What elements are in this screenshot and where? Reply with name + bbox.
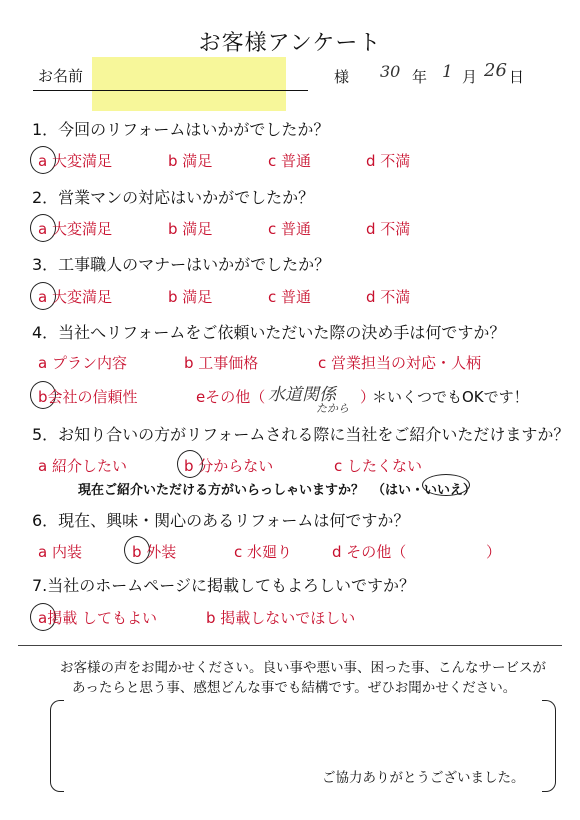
q7-option-b[interactable]: b 掲載しないでほしい <box>206 609 356 627</box>
q7-option-a[interactable]: a掲載 してもよい <box>38 609 157 627</box>
name-underline <box>33 90 308 91</box>
q4-option-b[interactable]: b 工事価格 <box>184 354 259 372</box>
q5-option-b[interactable]: b 分からない <box>184 457 274 475</box>
q4-other-handwritten: 水道関係 <box>268 385 336 405</box>
question-7: 7.当社のホームページに掲載してもよろしいですか？ <box>32 576 415 595</box>
q5-followup: 現在ご紹介いただける方がいらっしゃいますか？ <box>78 483 365 498</box>
sama-label: 様 <box>334 68 350 86</box>
year-handwritten: 30 <box>380 62 401 81</box>
q3-option-b[interactable]: b 満足 <box>168 288 213 306</box>
q2-option-d[interactable]: d 不満 <box>366 220 411 238</box>
q4-note: ＊いくつでもOKです！ <box>372 388 529 406</box>
question-5: 5．お知り合いの方がリフォームされる際に当社をご紹介いただけますか？ <box>32 425 570 444</box>
message-line-2: あったらと思う事、感想どんな事でも結構です。ぜひお聞かせください。 <box>72 680 517 696</box>
year-label: 年 <box>412 68 428 86</box>
q3-option-c[interactable]: c 普通 <box>268 288 312 306</box>
thanks-text: ご協力ありがとうございました。 <box>322 770 525 786</box>
q4-option-a[interactable]: a プラン内容 <box>38 354 127 372</box>
q6-option-a[interactable]: a 内装 <box>38 543 82 561</box>
q2-option-b[interactable]: b 満足 <box>168 220 213 238</box>
comment-bracket-left <box>50 700 64 792</box>
question-2: 2．営業マンの対応はいかがでしたか？ <box>32 188 315 207</box>
name-redaction-highlight <box>92 57 286 111</box>
q4-option-d[interactable]: b会社の信頼性 <box>38 388 138 406</box>
q6-option-c[interactable]: c 水廻り <box>234 543 293 561</box>
q1-option-b[interactable]: b 満足 <box>168 152 213 170</box>
question-1: 1．今回のリフォームはいかがでしたか？ <box>32 120 330 139</box>
q4-option-c[interactable]: c 営業担当の対応・人柄 <box>318 354 482 372</box>
q3-option-a[interactable]: a 大変満足 <box>38 288 112 306</box>
answer-circle <box>422 474 470 496</box>
q4-other-handwritten-small: たから <box>316 402 349 415</box>
message-line-1: お客様の声をお聞かせください。良い事や悪い事、困った事、こんなサービスが <box>60 660 546 676</box>
q1-option-d[interactable]: d 不満 <box>366 152 411 170</box>
q6-option-d[interactable]: d その他（ <box>332 543 407 561</box>
q1-option-c[interactable]: c 普通 <box>268 152 312 170</box>
q6-other-close-paren: ） <box>486 543 502 561</box>
survey-title: お客様アンケート <box>198 31 382 56</box>
q2-option-a[interactable]: a 大変満足 <box>38 220 112 238</box>
q4-other-close-paren: ） <box>360 388 376 406</box>
month-label: 月 <box>462 68 478 86</box>
q5-option-c[interactable]: c したくない <box>334 457 423 475</box>
question-4: 4．当社へリフォームをご依頼いただいた際の決め手は何ですか？ <box>32 323 506 342</box>
q2-option-c[interactable]: c 普通 <box>268 220 312 238</box>
q5-option-a[interactable]: a 紹介したい <box>38 457 127 475</box>
q4-option-e[interactable]: eその他（ <box>196 388 266 406</box>
section-divider <box>18 645 562 646</box>
q6-option-b[interactable]: b 外装 <box>132 543 177 561</box>
q1-option-a[interactable]: a 大変満足 <box>38 152 112 170</box>
month-handwritten: 1 <box>442 62 453 82</box>
comment-bracket-right <box>542 700 556 792</box>
day-label: 日 <box>509 68 525 86</box>
q5-followup-answer: （はい・いいえ） <box>372 483 477 498</box>
question-3: 3．工事職人のマナーはいかがでしたか？ <box>32 255 331 274</box>
name-label: お名前 <box>38 67 84 85</box>
day-handwritten: 26 <box>484 60 507 81</box>
question-6: 6．現在、興味・関心のあるリフォームは何ですか？ <box>32 511 410 530</box>
q3-option-d[interactable]: d 不満 <box>366 288 411 306</box>
